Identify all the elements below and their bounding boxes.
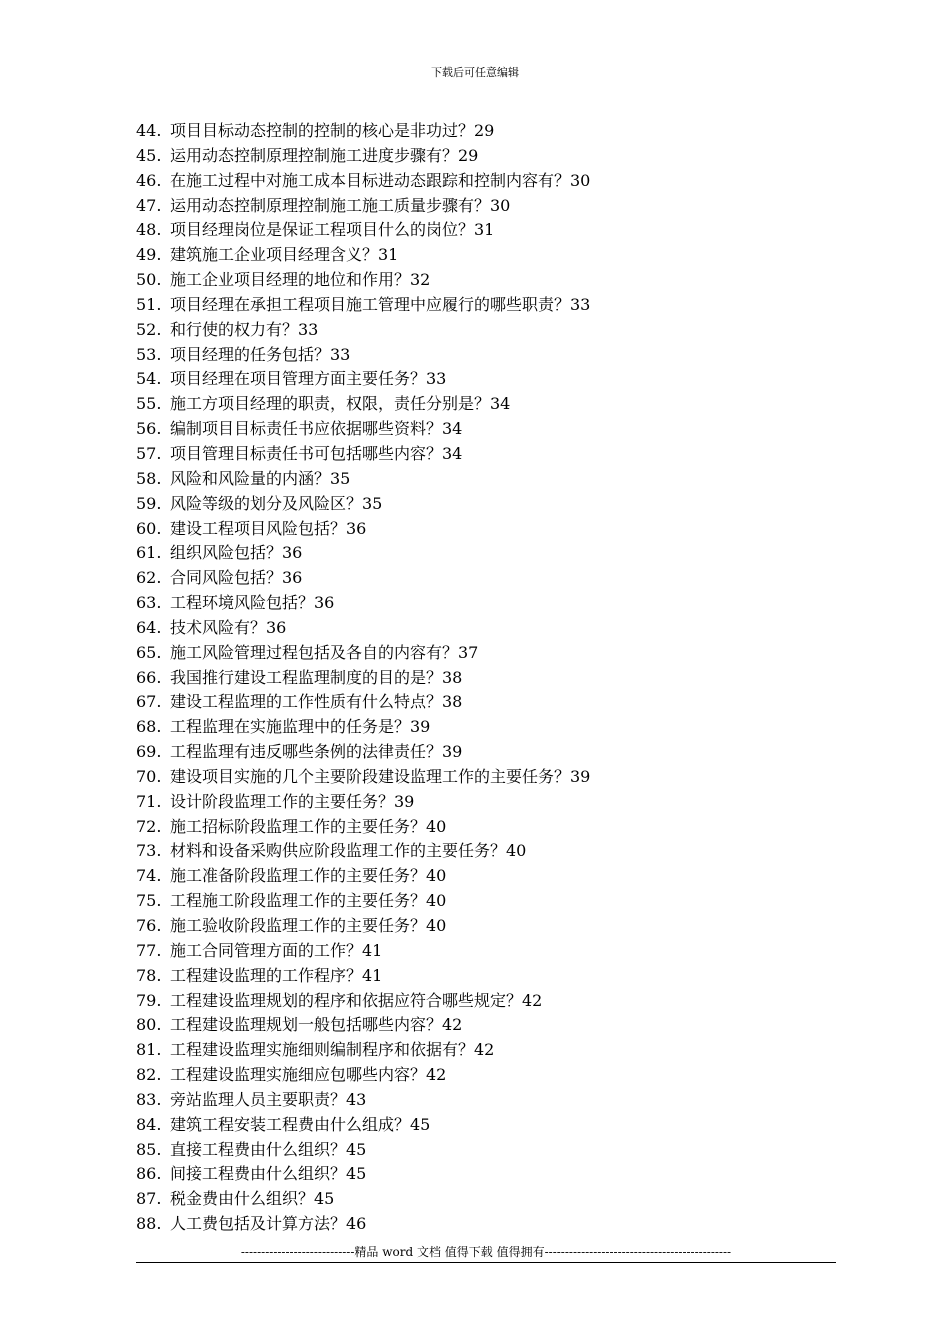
toc-entry-title: 旁站监理人员主要职责？43 <box>170 1089 367 1109</box>
toc-entry-number: 54. <box>136 369 162 389</box>
toc-entry-title: 施工招标阶段监理工作的主要任务？40 <box>170 816 447 836</box>
toc-entry-title: 工程环境风险包括？36 <box>170 593 335 613</box>
toc-entry-title: 材料和设备采购供应阶段监理工作的主要任务？40 <box>170 841 527 861</box>
toc-entry-number: 87. <box>136 1189 162 1209</box>
toc-entry <box>136 169 856 194</box>
toc-entry <box>136 293 856 318</box>
toc-entry-number: 75. <box>136 891 162 911</box>
page-footer: ----------------------------精品 word 文档 值得下载 值得拥有---------------------------------------------- <box>240 1245 732 1259</box>
toc-entry-title: 建筑工程安装工程费由什么组成？45 <box>170 1114 431 1134</box>
toc-entry-number: 65. <box>136 642 162 662</box>
toc-entry-title: 风险和风险量的内涵？35 <box>170 468 351 488</box>
toc-entry <box>136 591 856 616</box>
toc-entry-number: 86. <box>136 1164 162 1184</box>
toc-entry <box>136 839 856 864</box>
toc-entry <box>136 989 856 1014</box>
toc-entry-title: 风险等级的划分及风险区？35 <box>170 493 383 513</box>
toc-entry-number: 45. <box>136 145 162 165</box>
toc-entry-title: 项目经理岗位是保证工程项目什么的岗位？31 <box>170 220 495 240</box>
toc-entry <box>136 1187 856 1212</box>
toc-entry <box>136 889 856 914</box>
toc-entry-title: 人工费包括及计算方法？46 <box>170 1214 367 1234</box>
toc-entry-title: 建设工程监理的工作性质有什么特点？38 <box>170 692 463 712</box>
toc-entry <box>136 566 856 591</box>
toc-entry <box>136 268 856 293</box>
toc-entry <box>136 914 856 939</box>
toc-entry-title: 工程建设监理规划一般包括哪些内容？42 <box>170 1015 463 1035</box>
toc-entry-title: 工程建设监理实施细应包哪些内容？42 <box>170 1065 447 1085</box>
toc-entry-number: 46. <box>136 170 162 190</box>
toc-entry <box>136 939 856 964</box>
toc-entry-number: 84. <box>136 1114 162 1134</box>
toc-entry <box>136 367 856 392</box>
toc-entry-number: 77. <box>136 940 162 960</box>
toc-entry-title: 施工企业项目经理的地位和作用？32 <box>170 270 431 290</box>
toc-entry <box>136 864 856 889</box>
toc-entry-title: 施工合同管理方面的工作？41 <box>170 940 383 960</box>
toc-entry-number: 74. <box>136 866 162 886</box>
toc-entry-number: 60. <box>136 518 162 538</box>
toc-entry-number: 57. <box>136 443 162 463</box>
toc-entry-number: 63. <box>136 593 162 613</box>
toc-entry <box>136 715 856 740</box>
toc-entry <box>136 1212 856 1237</box>
toc-entry-title: 工程监理在实施监理中的任务是？39 <box>170 717 431 737</box>
toc-entry-title: 我国推行建设工程监理制度的目的是？38 <box>170 667 463 687</box>
toc-entry <box>136 1088 856 1113</box>
toc-entry-number: 70. <box>136 766 162 786</box>
toc-entry-title: 组织风险包括？36 <box>170 543 303 563</box>
toc-entry-title: 工程施工阶段监理工作的主要任务？40 <box>170 891 447 911</box>
toc-entry-number: 85. <box>136 1139 162 1159</box>
toc-entry-number: 73. <box>136 841 162 861</box>
toc-entry-title: 项目管理目标责任书可包括哪些内容？34 <box>170 443 463 463</box>
toc-entry <box>136 467 856 492</box>
toc-entry <box>136 541 856 566</box>
toc-entry <box>136 815 856 840</box>
toc-entry <box>136 517 856 542</box>
toc-entry <box>136 392 856 417</box>
toc-entry <box>136 765 856 790</box>
toc-entry-number: 56. <box>136 419 162 439</box>
toc-entry-title: 编制项目目标责任书应依据哪些资料？34 <box>170 419 463 439</box>
toc-entry <box>136 641 856 666</box>
toc-entry-number: 50. <box>136 270 162 290</box>
toc-entry-title: 间接工程费由什么组织？45 <box>170 1164 367 1184</box>
toc-entry-title: 施工风险管理过程包括及各自的内容有？37 <box>170 642 479 662</box>
toc-entry-number: 52. <box>136 319 162 339</box>
toc-entry-title: 设计阶段监理工作的主要任务？39 <box>170 791 415 811</box>
toc-entry-number: 80. <box>136 1015 162 1035</box>
toc-entry <box>136 790 856 815</box>
toc-entry-title: 工程监理有违反哪些条例的法律责任？39 <box>170 742 463 762</box>
toc-entry-title: 运用动态控制原理控制施工施工质量步骤有？30 <box>170 195 511 215</box>
toc-entry-number: 81. <box>136 1040 162 1060</box>
toc-entry-title: 施工准备阶段监理工作的主要任务？40 <box>170 866 447 886</box>
footer-rule <box>136 1262 836 1263</box>
toc-entry <box>136 1138 856 1163</box>
toc-entry <box>136 740 856 765</box>
toc-entry-number: 69. <box>136 742 162 762</box>
toc-entry <box>136 616 856 641</box>
toc-entry <box>136 318 856 343</box>
toc-entry-title: 施工方项目经理的职责，权限，责任分别是？34 <box>170 394 511 414</box>
toc-entry <box>136 666 856 691</box>
toc-entry-number: 71. <box>136 791 162 811</box>
toc-entry-number: 83. <box>136 1089 162 1109</box>
toc-entry-title: 项目目标动态控制的控制的核心是非功过？29 <box>170 121 495 140</box>
toc-entry <box>136 492 856 517</box>
toc-entry <box>136 1063 856 1088</box>
toc-entry-number: 76. <box>136 916 162 935</box>
toc-entry-title: 在施工过程中对施工成本目标进动态跟踪和控制内容有？30 <box>170 170 591 190</box>
toc-entry <box>136 690 856 715</box>
toc-entry-number: 49. <box>136 245 162 265</box>
toc-entry-title: 工程建设监理规划的程序和依据应符合哪些规定？42 <box>170 990 543 1010</box>
toc-entry-title: 建筑施工企业项目经理含义？31 <box>170 245 399 265</box>
toc-entry <box>136 243 856 268</box>
page-header: 下载后可任意编辑 <box>431 66 519 79</box>
toc-entry <box>136 1162 856 1187</box>
toc-entry <box>136 194 856 219</box>
toc-entry-number: 82. <box>136 1065 162 1085</box>
toc-entry-number: 47. <box>136 195 162 215</box>
toc-entry-title: 项目经理的任务包括？33 <box>170 344 351 364</box>
toc-entry-number: 78. <box>136 965 162 985</box>
toc-entry <box>136 144 856 169</box>
toc-entry-number: 66. <box>136 667 162 687</box>
toc-entry-number: 72. <box>136 816 162 836</box>
toc-entry-title: 直接工程费由什么组织？45 <box>170 1139 367 1159</box>
toc-entry <box>136 218 856 243</box>
toc-entry <box>136 1038 856 1063</box>
toc-entry-title: 项目经理在承担工程项目施工管理中应履行的哪些职责？33 <box>170 294 591 314</box>
toc-entry-number: 48. <box>136 220 162 240</box>
table-of-contents <box>136 119 856 1237</box>
toc-entry-number: 62. <box>136 568 162 588</box>
toc-entry-number: 88. <box>136 1214 162 1234</box>
toc-entry <box>136 1013 856 1038</box>
toc-entry-number: 44. <box>136 121 162 140</box>
toc-entry-number: 79. <box>136 990 162 1010</box>
toc-entry-title: 施工验收阶段监理工作的主要任务？40 <box>170 916 447 935</box>
toc-entry-number: 61. <box>136 543 162 563</box>
toc-entry-title: 建设项目实施的几个主要阶段建设监理工作的主要任务？39 <box>170 766 591 786</box>
toc-entry <box>136 417 856 442</box>
toc-entry-title: 合同风险包括？36 <box>170 568 303 588</box>
toc-entry-number: 53. <box>136 344 162 364</box>
toc-entry <box>136 343 856 368</box>
toc-entry-title: 工程建设监理的工作程序？41 <box>170 965 383 985</box>
toc-entry-number: 51. <box>136 294 162 314</box>
toc-entry-number: 68. <box>136 717 162 737</box>
toc-entry-title: 工程建设监理实施细则编制程序和依据有？42 <box>170 1040 495 1060</box>
toc-entry-title: 技术风险有？36 <box>170 617 287 637</box>
toc-entry-number: 55. <box>136 394 162 414</box>
toc-entry-title: 建设工程项目风险包括？36 <box>170 518 367 538</box>
toc-entry-number: 67. <box>136 692 162 712</box>
toc-entry-number: 58. <box>136 468 162 488</box>
toc-entry <box>136 1113 856 1138</box>
toc-entry-title: 税金费由什么组织？45 <box>170 1189 335 1209</box>
toc-entry-number: 59. <box>136 493 162 513</box>
toc-entry <box>136 964 856 989</box>
toc-entry <box>136 442 856 467</box>
toc-entry-number: 64. <box>136 617 162 637</box>
toc-entry <box>136 119 856 144</box>
toc-entry-title: 运用动态控制原理控制施工进度步骤有？29 <box>170 145 479 165</box>
toc-entry-title: 项目经理在项目管理方面主要任务？33 <box>170 369 447 389</box>
toc-entry-title: 和行使的权力有？33 <box>170 319 319 339</box>
